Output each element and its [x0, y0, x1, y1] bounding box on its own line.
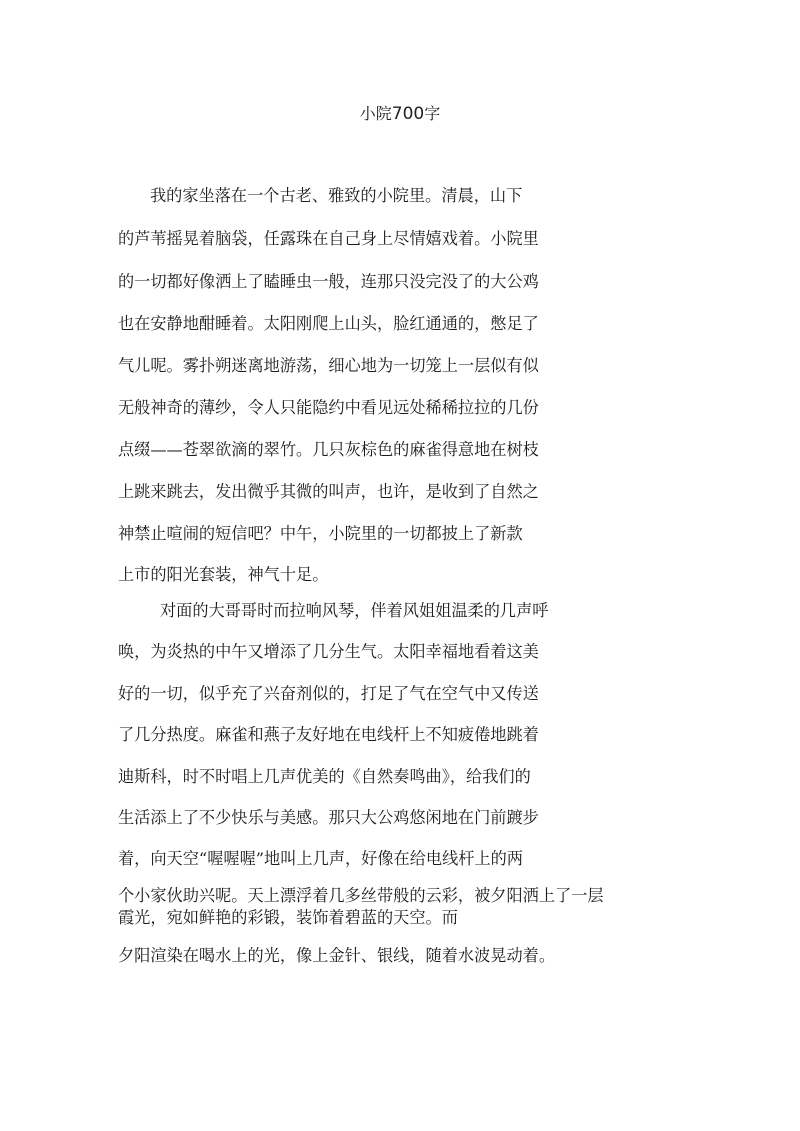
text-line: 着，向天空“喔喔喔”地叫上几声，好像在给电线杆上的两 [118, 849, 524, 868]
text-line: 也在安静地酣睡着。太阳刚爬上山头，脸红通通的，憋足了 [118, 314, 539, 333]
text-line: 好的一切，似乎充了兴奋剂似的，打足了气在空气中又传送 [118, 684, 539, 703]
text-line: 夕阳渲染在喝水上的光，像上金针、银线，随着水波晃动着。 [118, 946, 556, 965]
text-line: 的芦苇摇晃着脑袋，任露珠在自己身上尽情嬉戏着。小院里 [118, 229, 539, 248]
title-suffix: 字 [424, 104, 441, 123]
text-line: 生活添上了不少快乐与美感。那只大公鸡悠闲地在门前踱步 [118, 808, 539, 827]
text-line: 上市的阳光套装，神气十足。 [118, 565, 329, 584]
text-line: 唤，为炎热的中午又增添了几分生气。太阳幸福地看着这美 [118, 642, 539, 661]
text-line: 霞光，宛如鲜艳的彩锻，装饰着碧蓝的天空。而 [118, 908, 458, 927]
title-prefix: 小院 [359, 104, 392, 123]
text-line: 对面的大哥哥时而拉响风琴，伴着风姐姐温柔的几声呼 [160, 601, 549, 620]
text-line: 点缀——苍翠欲滴的翠竹。几只灰棕色的麻雀得意地在树枝 [118, 440, 539, 459]
text-line: 上跳来跳去，发出微乎其微的叫声，也许，是收到了自然之 [118, 482, 539, 501]
text-line: 迪斯科，时不时唱上几声优美的《自然奏鸣曲》，给我们的 [118, 767, 531, 786]
page-title [0, 102, 800, 126]
text-line: 个小家伙助兴呢。天上漂浮着几多丝带般的云彩，被夕阳洒上了一层 [118, 886, 604, 905]
text-line: 我的家坐落在一个古老、雅致的小院里。清晨，山下 [150, 186, 523, 205]
title-number: 700 [391, 104, 425, 124]
text-line: 无般神奇的薄纱，令人只能隐约中看见远处稀稀拉拉的几份 [118, 398, 539, 417]
text-line: 的一切都好像洒上了瞌睡虫一般，连那只没完没了的大公鸡 [118, 272, 539, 291]
text-line: 了几分热度。麻雀和燕子友好地在电线杆上不知疲倦地跳着 [118, 725, 539, 744]
text-line: 神禁止喧闹的短信吧？中午，小院里的一切都披上了新款 [118, 524, 523, 543]
text-line: 气儿呢。雾扑朔迷离地游荡，细心地为一切笼上一层似有似 [118, 356, 539, 375]
